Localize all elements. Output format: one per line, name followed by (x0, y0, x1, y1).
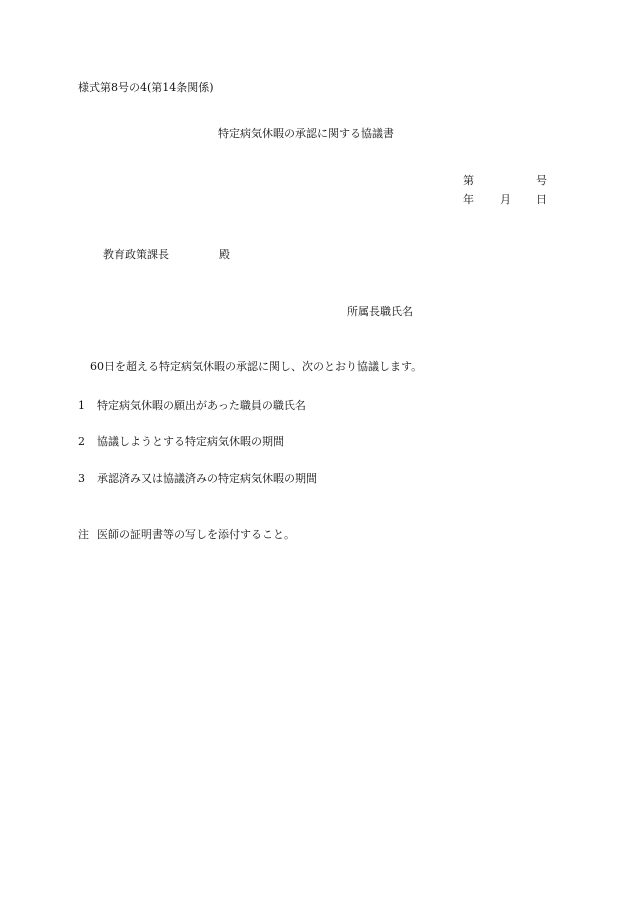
item-text: 特定病気休暇の願出があった職員の職氏名 (97, 399, 306, 412)
form-number: 様式第8号の4(第14条関係) (78, 81, 214, 94)
list-item (78, 472, 317, 486)
item-text: 承認済み又は協議済みの特定病気休暇の期間 (97, 472, 317, 485)
item-number: 1 (78, 399, 85, 412)
addressee-name: 教育政策課長 (103, 248, 169, 261)
note-text: 医師の証明書等の写しを添付すること。 (97, 528, 295, 541)
list-item (78, 435, 284, 449)
list-item (78, 399, 306, 413)
note-label: 注 (78, 528, 89, 541)
note (78, 528, 295, 542)
number-prefix: 第 (463, 174, 474, 187)
item-text: 協議しようとする特定病気休暇の期間 (97, 435, 284, 448)
item-number: 3 (78, 472, 85, 485)
item-number: 2 (78, 435, 85, 448)
intro-text: 60日を超える特定病気休暇の承認に関し、次のとおり協議します。 (90, 360, 423, 373)
date-month: 月 (500, 193, 511, 206)
sender-label: 所属長職氏名 (347, 305, 413, 318)
addressee-honorific: 殿 (219, 248, 230, 261)
number-suffix: 号 (536, 174, 547, 187)
document-title: 特定病気休暇の承認に関する協議書 (218, 127, 394, 140)
date-day: 日 (536, 193, 547, 206)
date-year: 年 (463, 193, 474, 206)
